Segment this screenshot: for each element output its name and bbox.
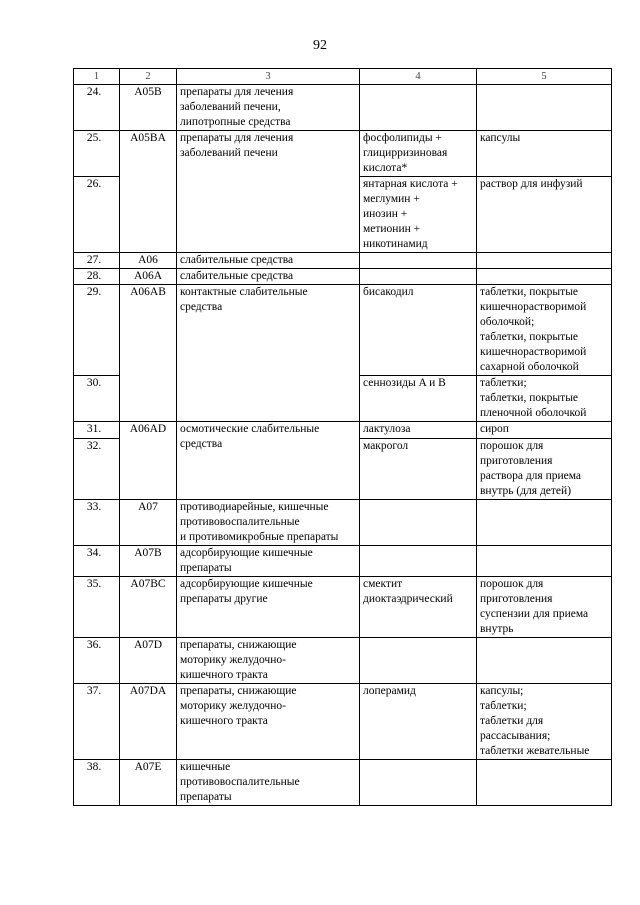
- atc-code: A06AD: [120, 422, 177, 500]
- substance-name: [360, 760, 477, 806]
- substance-name: фосфолипиды + глицирризиновая кислота*: [360, 131, 477, 177]
- table-row: [74, 85, 612, 131]
- row-number: 34.: [74, 546, 120, 577]
- atc-code: A07B: [120, 546, 177, 577]
- row-number: 30.: [74, 376, 120, 422]
- table-row: [74, 269, 612, 285]
- row-number: 27.: [74, 253, 120, 269]
- substance-name: лактулоза: [360, 422, 477, 439]
- substance-name: лоперамид: [360, 684, 477, 760]
- substance-name: [360, 269, 477, 285]
- table-row: [74, 546, 612, 577]
- substance-name: бисакодил: [360, 285, 477, 376]
- dosage-form: таблетки, покрытые кишечнорастворимой оболочкой; таблетки, покрытые кишечнорастворимой сахарной оболочкой: [477, 285, 612, 376]
- table-row: [74, 131, 612, 177]
- group-name: слабительные средства: [177, 253, 360, 269]
- row-number: 38.: [74, 760, 120, 806]
- group-name: препараты, снижающие моторику желудочно- кишечного тракта: [177, 638, 360, 684]
- substance-name: сеннозиды A и B: [360, 376, 477, 422]
- atc-code: A05BA: [120, 131, 177, 253]
- atc-code: A07DA: [120, 684, 177, 760]
- row-number: 24.: [74, 85, 120, 131]
- atc-code: A06AB: [120, 285, 177, 422]
- drug-table: [73, 68, 612, 806]
- substance-name: [360, 500, 477, 546]
- group-name: кишечные противовоспалительные препараты: [177, 760, 360, 806]
- row-number: 29.: [74, 285, 120, 376]
- group-name: адсорбирующие кишечные препараты: [177, 546, 360, 577]
- dosage-form: [477, 638, 612, 684]
- row-number: 28.: [74, 269, 120, 285]
- dosage-form: порошок для приготовления суспензии для приема внутрь: [477, 577, 612, 638]
- substance-name: [360, 253, 477, 269]
- group-name: препараты для лечения заболеваний печени: [177, 131, 360, 253]
- atc-code: A05B: [120, 85, 177, 131]
- substance-name: [360, 85, 477, 131]
- table-row: [74, 285, 612, 376]
- group-name: препараты, снижающие моторику желудочно- кишечного тракта: [177, 684, 360, 760]
- atc-code: A07D: [120, 638, 177, 684]
- column-header: 2: [120, 69, 177, 85]
- dosage-form: [477, 760, 612, 806]
- atc-code: A06: [120, 253, 177, 269]
- dosage-form: порошок для приготовления раствора для приема внутрь (для детей): [477, 439, 612, 500]
- row-number: 35.: [74, 577, 120, 638]
- row-number: 25.: [74, 131, 120, 177]
- row-number: 26.: [74, 177, 120, 253]
- table-row: [74, 577, 612, 638]
- row-number: 31.: [74, 422, 120, 439]
- substance-name: [360, 638, 477, 684]
- dosage-form: [477, 546, 612, 577]
- dosage-form: [477, 269, 612, 285]
- dosage-form: [477, 500, 612, 546]
- group-name: препараты для лечения заболеваний печени, липотропные средства: [177, 85, 360, 131]
- dosage-form: [477, 253, 612, 269]
- row-number: 37.: [74, 684, 120, 760]
- substance-name: смектит диоктаэдрический: [360, 577, 477, 638]
- substance-name: янтарная кислота + меглумин + инозин + метионин + никотинамид: [360, 177, 477, 253]
- row-number: 36.: [74, 638, 120, 684]
- atc-code: A07: [120, 500, 177, 546]
- substance-name: макрогол: [360, 439, 477, 500]
- atc-code: A07BC: [120, 577, 177, 638]
- table-row: [74, 500, 612, 546]
- table-row: [74, 684, 612, 760]
- row-number: 32.: [74, 439, 120, 500]
- row-number: 33.: [74, 500, 120, 546]
- dosage-form: таблетки; таблетки, покрытые пленочной оболочкой: [477, 376, 612, 422]
- group-name: осмотические слабительные средства: [177, 422, 360, 500]
- dosage-form: сироп: [477, 422, 612, 439]
- atc-code: A06A: [120, 269, 177, 285]
- group-name: адсорбирующие кишечные препараты другие: [177, 577, 360, 638]
- dosage-form: [477, 85, 612, 131]
- group-name: контактные слабительные средства: [177, 285, 360, 422]
- page-number: 92: [313, 38, 327, 53]
- table-row: [74, 760, 612, 806]
- column-header: 4: [360, 69, 477, 85]
- column-header: 3: [177, 69, 360, 85]
- table-row: [74, 422, 612, 439]
- table-header-row: [74, 69, 612, 85]
- column-header: 1: [74, 69, 120, 85]
- table-row: [74, 253, 612, 269]
- substance-name: [360, 546, 477, 577]
- group-name: противодиарейные, кишечные противовоспалительные и противомикробные препараты: [177, 500, 360, 546]
- dosage-form: раствор для инфузий: [477, 177, 612, 253]
- dosage-form: капсулы; таблетки; таблетки для рассасывания; таблетки жевательные: [477, 684, 612, 760]
- table-row: [74, 638, 612, 684]
- dosage-form: капсулы: [477, 131, 612, 177]
- column-header: 5: [477, 69, 612, 85]
- atc-code: A07E: [120, 760, 177, 806]
- group-name: слабительные средства: [177, 269, 360, 285]
